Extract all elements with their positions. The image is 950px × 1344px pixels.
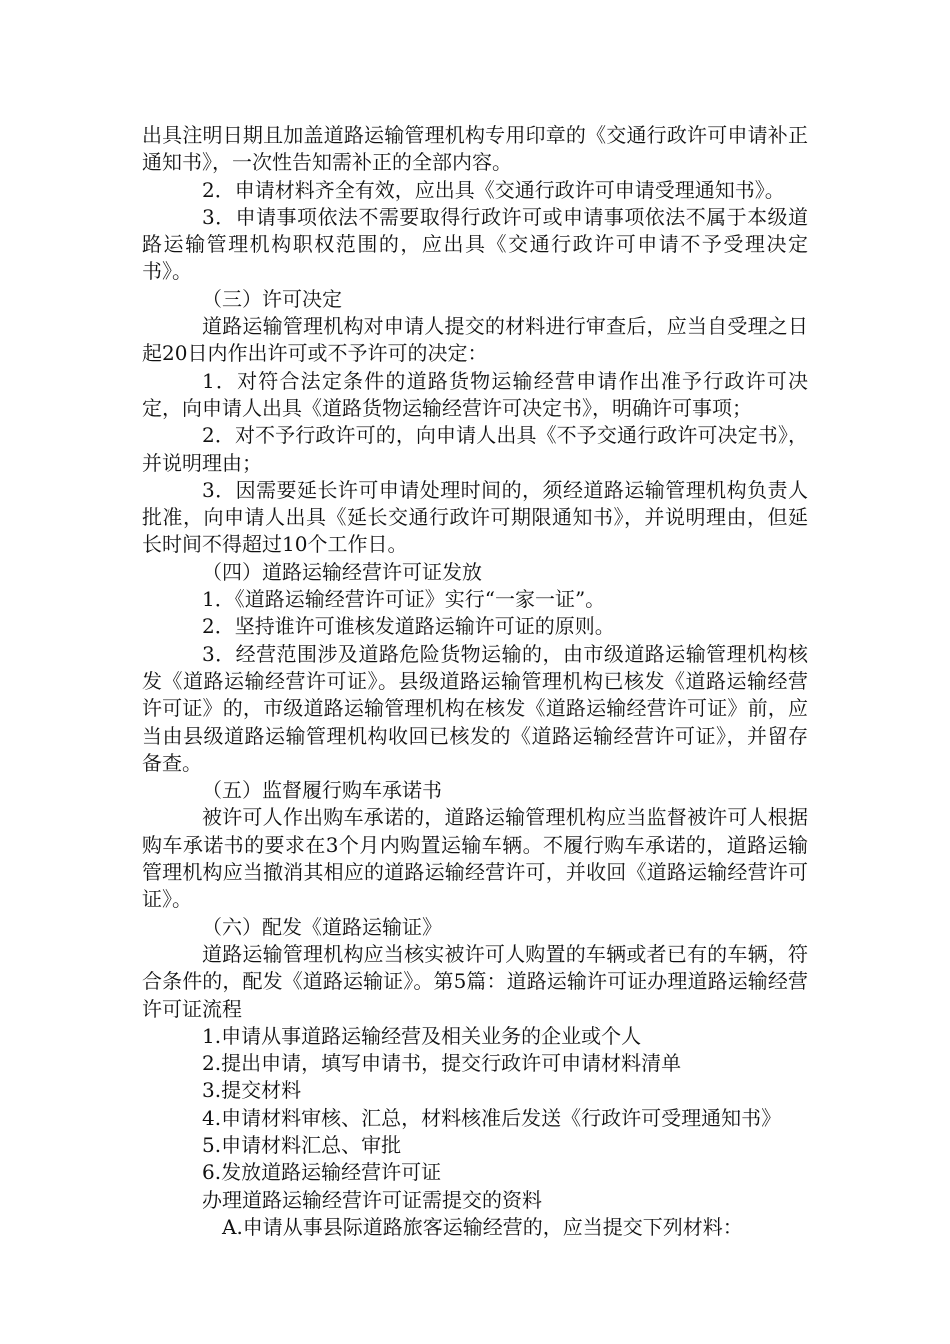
list-item-3: 3.提交材料	[202, 1078, 302, 1103]
list-item-5: 5.申请材料汇总、审批	[202, 1132, 402, 1157]
section-heading-4: （四）道路运输经营许可证发放	[202, 559, 482, 584]
section-heading-6: （六）配发《道路运输证》	[202, 914, 442, 939]
section-heading-5: （五）监督履行购车承诺书	[202, 778, 442, 803]
paragraph-11: 2．坚持谁许可谁核发道路运输许可证的原则。	[202, 614, 615, 639]
paragraph-3: 3．申请事项依法不需要取得行政许可或申请事项依法不属于本级道路运输管理机构职权范围的，应出具《交通行政许可申请不予受理决定书》。	[142, 204, 808, 284]
paragraph-5: 道路运输管理机构对申请人提交的材料进行审查后，应当自受理之日起20日内作出许可或不予许可的决定：	[142, 314, 808, 366]
paragraph-2: 2．申请材料齐全有效，应出具《交通行政许可申请受理通知书》。	[202, 177, 785, 202]
paragraph-24: A.申请从事县际道路旅客运输经营的，应当提交下列材料：	[222, 1214, 743, 1239]
paragraph-6: 1．对符合法定条件的道路货物运输经营申请作出准予行政许可决定，向申请人出具《道路货物运输经营许可决定书》，明确许可事项；	[142, 368, 808, 420]
paragraph-16: 道路运输管理机构应当核实被许可人购置的车辆或者已有的车辆，符合条件的，配发《道路运输证》。第5篇：道路运输许可证办理道路运输经营许可证流程	[142, 941, 808, 1021]
list-item-4: 4.申请材料审核、汇总，材料核准后发送《行政许可受理通知书》	[202, 1105, 782, 1130]
list-item-6: 6.发放道路运输经营许可证	[202, 1160, 442, 1185]
list-item-2: 2.提出申请，填写申请书，提交行政许可申请材料清单	[202, 1051, 682, 1076]
paragraph-8: 3．因需要延长许可申请处理时间的，须经道路运输管理机构负责人批准，向申请人出具《延长交通行政许可期限通知书》，并说明理由，但延长时间不得超过10个工作日。	[142, 477, 808, 557]
subheading-materials: 办理道路运输经营许可证需提交的资料	[202, 1187, 542, 1212]
paragraph-10: 1．《道路运输经营许可证》实行“一家一证”。	[202, 587, 606, 612]
list-item-1: 1.申请从事道路运输经营及相关业务的企业或个人	[202, 1023, 642, 1048]
paragraph-1: 出具注明日期且加盖道路运输管理机构专用印章的《交通行政许可申请补正通知书》，一次性告知需补正的全部内容。	[142, 123, 808, 175]
section-heading-3: （三）许可决定	[202, 286, 342, 311]
paragraph-7: 2．对不予行政许可的，向申请人出具《不予交通行政许可决定书》，并说明理由；	[142, 423, 808, 475]
paragraph-12: 3．经营范围涉及道路危险货物运输的，由市级道路运输管理机构核发《道路运输经营许可证》。县级道路运输管理机构已核发《道路运输经营许可证》的，市级道路运输管理机构在核发《道路运输经营许可证》前，应当由县级道路运输管理机构收回已核发的《道路运输经营许可证》，并留存备查。	[142, 641, 808, 775]
paragraph-14: 被许可人作出购车承诺的，道路运输管理机构应当监督被许可人根据购车承诺书的要求在3个月内购置运输车辆。不履行购车承诺的，道路运输管理机构应当撤消其相应的道路运输经营许可，并收回《道路运输经营许可证》。	[142, 805, 808, 912]
